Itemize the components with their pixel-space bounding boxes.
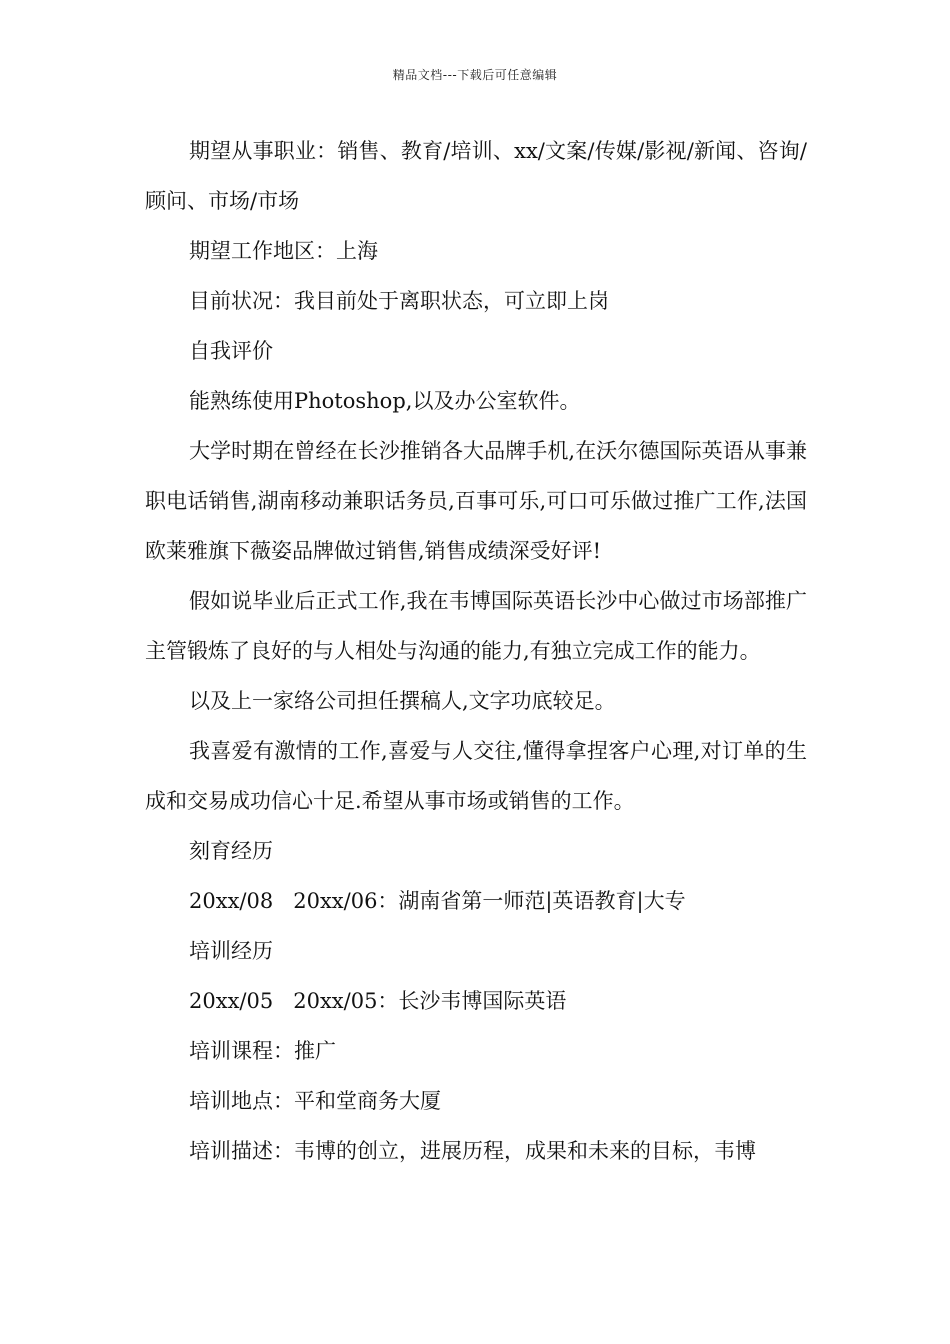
paragraph-work-experience: 假如说毕业后正式工作,我在韦博国际英语长沙中心做过市场部推广主管锻炼了良好的与人相处与沟通的能力,有独立完成工作的能力。 (145, 589, 807, 663)
heading-self-evaluation: 自我评价 (189, 339, 273, 363)
paragraph-training-course: 培训课程：推广 (189, 1039, 336, 1063)
paragraph-desired-location: 期望工作地区：上海 (189, 239, 378, 263)
document-body (145, 126, 807, 1176)
paragraph-education-entry: 20xx/08 20xx/06：湖南省第一师范|英语教育|大专 (189, 889, 686, 913)
paragraph-training-description: 培训描述：韦博的创立，进展历程，成果和未来的目标，韦博 (189, 1139, 756, 1163)
paragraph-college-experience: 大学时期在曾经在长沙推销各大品牌手机,在沃尔德国际英语从事兼职电话销售,湖南移动兼职话务员,百事可乐,可口可乐做过推广工作,法国欧莱雅旗下薇姿品牌做过销售,销售成绩深受好评! (145, 439, 807, 563)
paragraph-current-status: 目前状况：我目前处于离职状态，可立即上岗 (189, 289, 609, 313)
page-header: 精品文档---下载后可任意编辑 (392, 68, 558, 82)
paragraph-training-entry: 20xx/05 20xx/05：长沙韦博国际英语 (189, 989, 567, 1013)
paragraph-personality: 我喜爱有激情的工作,喜爱与人交往,懂得拿捏客户心理,对订单的生成和交易成功信心十足.希望从事市场或销售的工作。 (145, 739, 807, 813)
paragraph-copywriter: 以及上一家络公司担任撰稿人,文字功底较足。 (189, 689, 616, 713)
heading-education: 刻育经历 (189, 839, 273, 863)
paragraph-desired-job: 期望从事职业：销售、教育/培训、xx/文案/传媒/影视/新闻、咨询/顾问、市场/市场 (145, 139, 807, 213)
paragraph-training-location: 培训地点：平和堂商务大厦 (189, 1089, 441, 1113)
paragraph-skills: 能熟练使用Photoshop,以及办公室软件。 (189, 389, 581, 413)
heading-training: 培训经历 (189, 939, 273, 963)
